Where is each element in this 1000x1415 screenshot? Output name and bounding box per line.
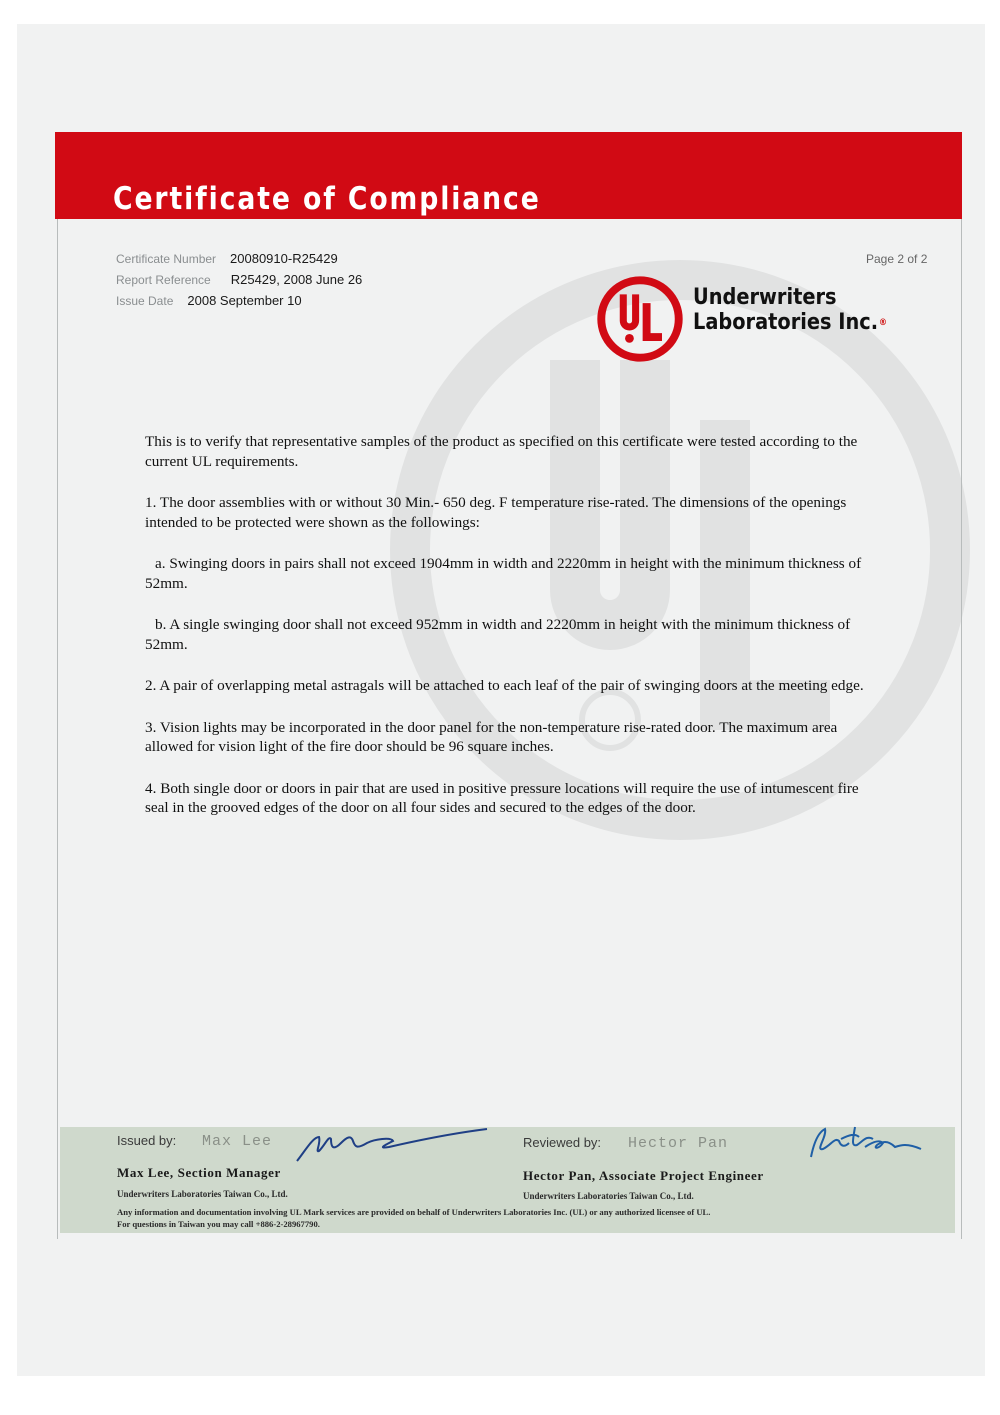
reviewed-by-label: Reviewed by:	[523, 1135, 602, 1150]
issue-date-label: Issue Date	[116, 294, 174, 308]
issuer-signature-icon	[295, 1127, 495, 1163]
title-banner	[55, 132, 962, 219]
reviewed-by-typed-name: Hector Pan	[628, 1135, 729, 1152]
clause-1: 1. The door assemblies with or without 30 Min.- 650 deg. F temperature rise-rated. The dimensions of the openings intended to be protected were shown as the followings:	[145, 494, 847, 531]
ul-mark-notice: Any information and documentation involving UL Mark services are provided on behalf of Underwriters Laboratories Inc. (UL) or any authorized licensee of UL.	[117, 1207, 711, 1217]
page-number: Page 2 of 2	[866, 252, 928, 266]
clause-4: 4. Both single door or doors in pair that are used in positive pressure locations will require the use of intumescent fire seal in the grooved edges of the door on all four sides and secured to the edges of the door.	[145, 779, 859, 816]
certificate-body	[145, 432, 885, 840]
reviewer-title: Hector Pan, Associate Project Engineer	[523, 1168, 764, 1183]
certificate-number-value: 20080910-R25429	[230, 251, 338, 266]
report-reference-row	[116, 272, 362, 287]
registered-mark: ®	[879, 317, 887, 328]
ul-logo-icon	[596, 275, 684, 363]
issued-by-label: Issued by:	[117, 1133, 177, 1148]
clause-1b: b. A single swinging door shall not exceed 952mm in width and 2220mm in height with the minimum thickness of 52mm.	[145, 616, 851, 653]
report-reference-label: Report Reference	[116, 273, 211, 287]
issuer-company: Underwriters Laboratories Taiwan Co., Ltd.	[117, 1189, 288, 1199]
intro-paragraph: This is to verify that representative samples of the product as specified on this certificate were tested according to the current UL requirements.	[145, 433, 858, 470]
clause-2: 2. A pair of overlapping metal astragals will be attached to each leaf of the pair of swinging doors at the meeting edge.	[145, 677, 864, 694]
issuer-title: Max Lee, Section Manager	[117, 1165, 281, 1180]
brand-line-2: Laboratories Inc.	[693, 310, 879, 335]
clause-1a: a. Swinging doors in pairs shall not exceed 1904mm in width and 2220mm in height with the minimum thickness of 52mm.	[145, 555, 862, 592]
reviewer-company: Underwriters Laboratories Taiwan Co., Ltd.	[523, 1191, 694, 1201]
reviewer-signature-icon	[797, 1121, 927, 1161]
brand-name	[693, 285, 887, 336]
certificate-number-label: Certificate Number	[116, 252, 217, 266]
issue-date-row	[116, 293, 302, 308]
certificate-number-row	[116, 251, 338, 266]
signature-footer	[60, 1127, 955, 1233]
taiwan-contact-notice: For questions in Taiwan you may call +886-2-28967790.	[117, 1219, 320, 1229]
issued-by-typed-name: Max Lee	[202, 1133, 273, 1150]
report-reference-value: R25429, 2008 June 26	[230, 272, 363, 287]
certificate-title: Certificate of Compliance	[113, 181, 541, 217]
issue-date-value: 2008 September 10	[187, 293, 302, 308]
clause-3: 3. Vision lights may be incorporated in the door panel for the non-temperature rise-rated door. The maximum area allowed for vision light of the fire door should be 96 square inches.	[145, 718, 838, 755]
brand-line-1: Underwriters	[693, 285, 837, 310]
